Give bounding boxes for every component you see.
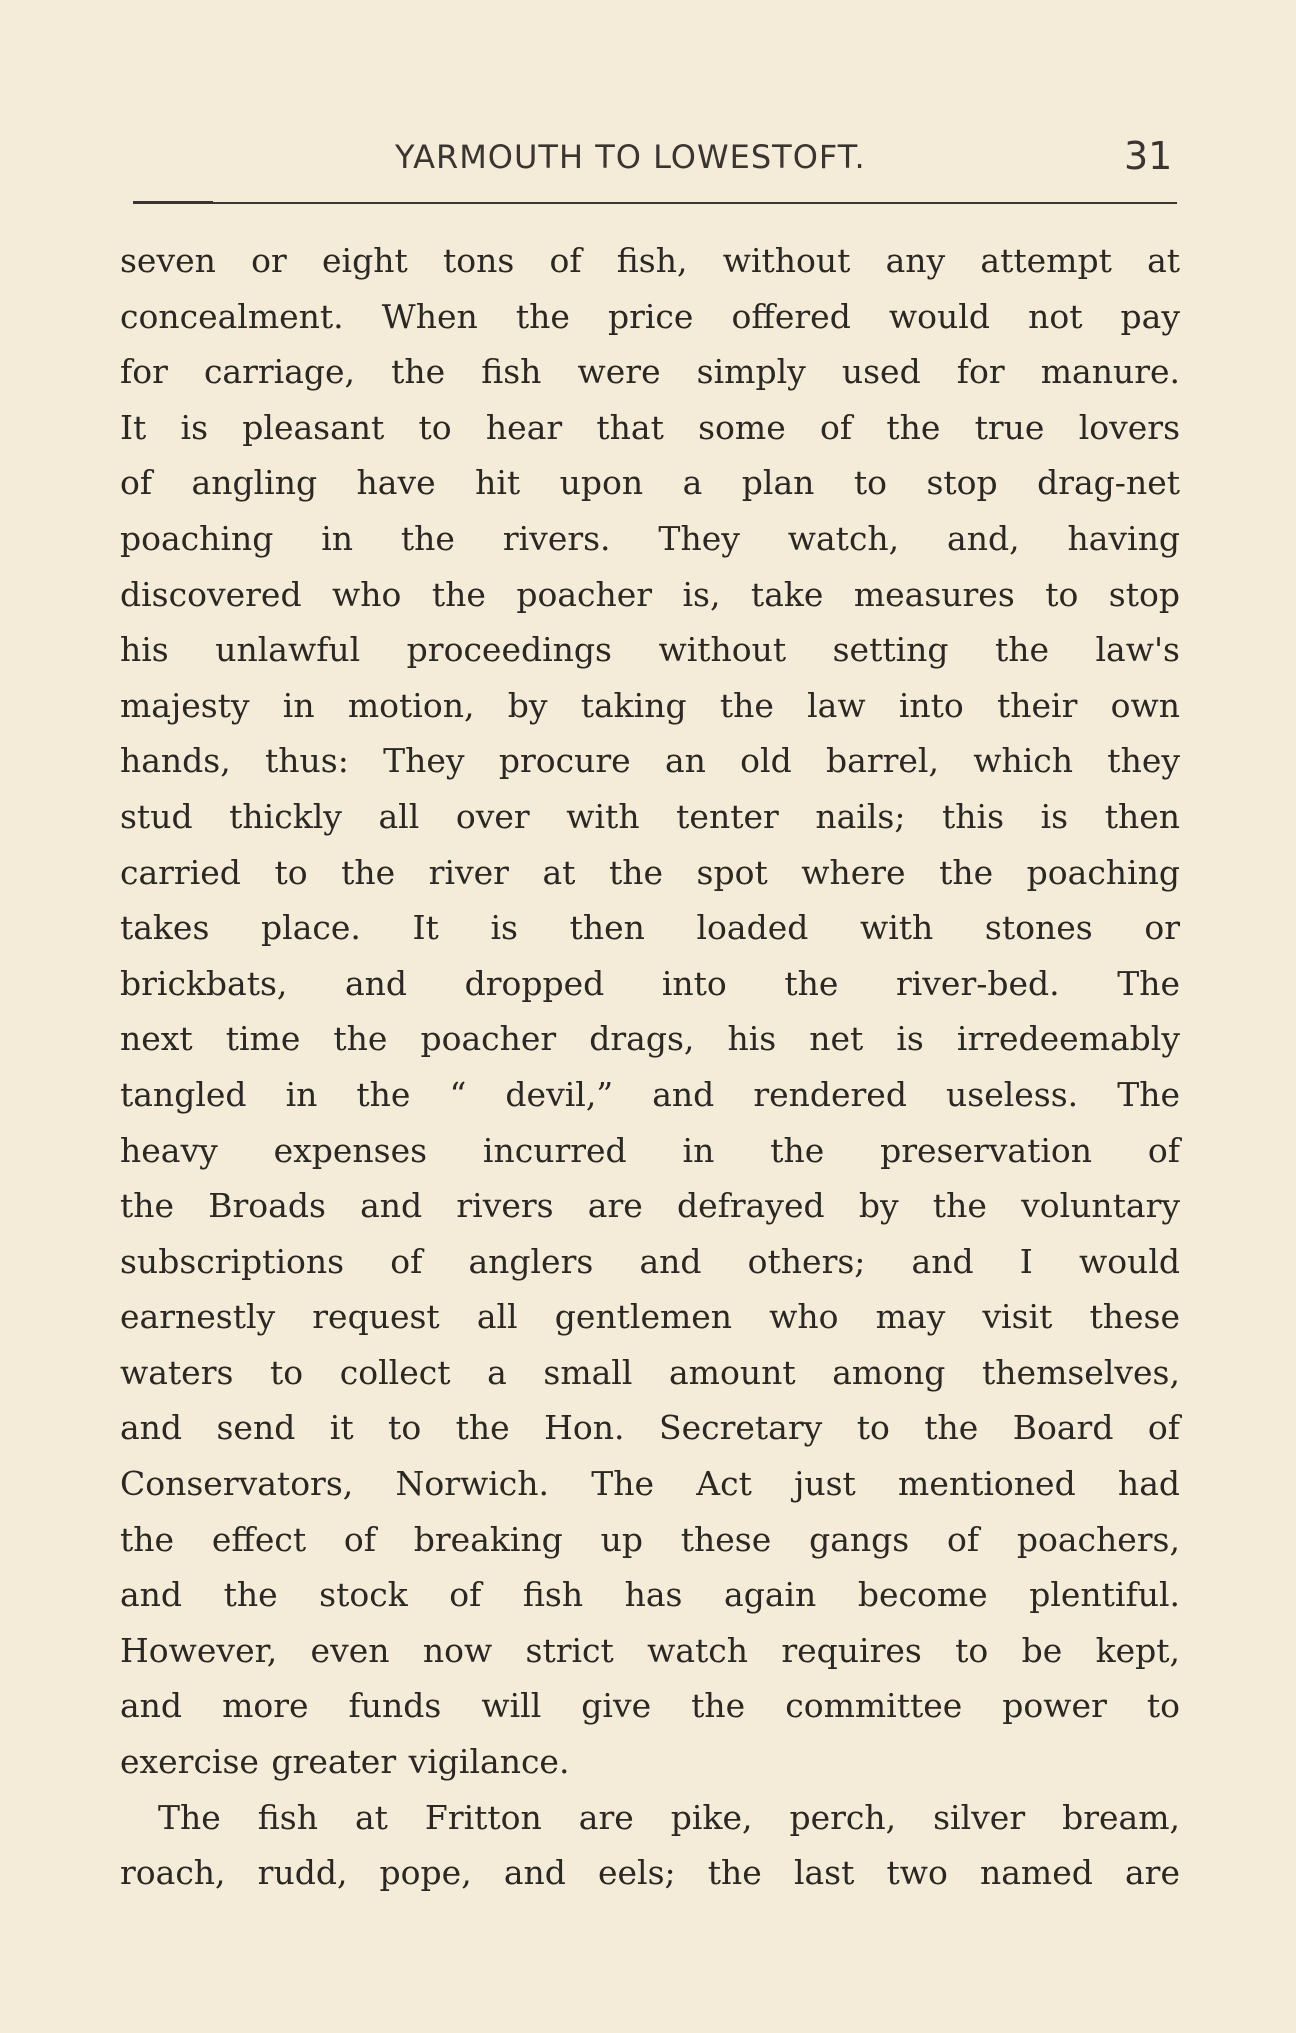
text-line: discovered who the poacher is, take measures to stop — [120, 574, 1180, 614]
text-line: majesty in motion, by taking the law into their own — [120, 685, 1180, 725]
text-line: It is pleasant to hear that some of the true lovers — [120, 407, 1180, 447]
text-line: takes place. It is then loaded with stones or — [120, 908, 1180, 948]
text-line: the effect of breaking up these gangs of poachers, — [120, 1519, 1180, 1559]
text-line: and more funds will give the committee power to — [120, 1686, 1180, 1726]
header-rule — [133, 202, 1177, 204]
page-number: 31 — [1124, 134, 1173, 178]
text-line: hands, thus: They procure an old barrel, which they — [120, 741, 1180, 781]
text-line: The fish at Fritton are pike, perch, silver bream, — [158, 1797, 1180, 1837]
text-line: roach, rudd, pope, and eels; the last two named are — [120, 1853, 1180, 1893]
text-line: waters to collect a small amount among themselves, — [120, 1352, 1180, 1392]
text-line: poaching in the rivers. They watch, and, having — [120, 518, 1180, 558]
text-line: his unlawful proceedings without setting the law's — [120, 630, 1180, 670]
text-line: However, even now strict watch requires to be kept, — [120, 1630, 1180, 1670]
text-line: and the stock of fish has again become plentiful. — [120, 1575, 1180, 1615]
page-header — [0, 0, 1296, 240]
text-line: the Broads and rivers are defrayed by the voluntary — [120, 1186, 1180, 1226]
running-title: YARMOUTH TO LOWESTOFT. — [395, 138, 866, 176]
text-line: concealment. When the price offered would not pay — [120, 296, 1180, 336]
text-line: seven or eight tons of fish, without any attempt at — [120, 241, 1180, 280]
text-line: for carriage, the fish were simply used for manure. — [120, 352, 1180, 392]
text-line: heavy expenses incurred in the preservation of — [120, 1130, 1180, 1170]
text-line: exercise greater vigilance. — [120, 1742, 570, 1782]
text-line: carried to the river at the spot where the poaching — [120, 852, 1180, 892]
text-line: tangled in the “ devil,” and rendered useless. The — [120, 1074, 1180, 1114]
text-line: of angling have hit upon a plan to stop drag-net — [120, 463, 1180, 503]
text-line: and send it to the Hon. Secretary to the Board of — [120, 1408, 1180, 1448]
text-line: brickbats, and dropped into the river-bed. The — [120, 963, 1180, 1003]
text-line: stud thickly all over with tenter nails; this is then — [120, 796, 1180, 836]
body-text — [120, 233, 1180, 1901]
text-line: Conservators, Norwich. The Act just mentioned had — [120, 1464, 1180, 1504]
text-line: subscriptions of anglers and others; and I would — [120, 1241, 1180, 1281]
text-line: next time the poacher drags, his net is irredeemably — [120, 1019, 1180, 1059]
text-line: earnestly request all gentlemen who may visit these — [120, 1297, 1180, 1337]
